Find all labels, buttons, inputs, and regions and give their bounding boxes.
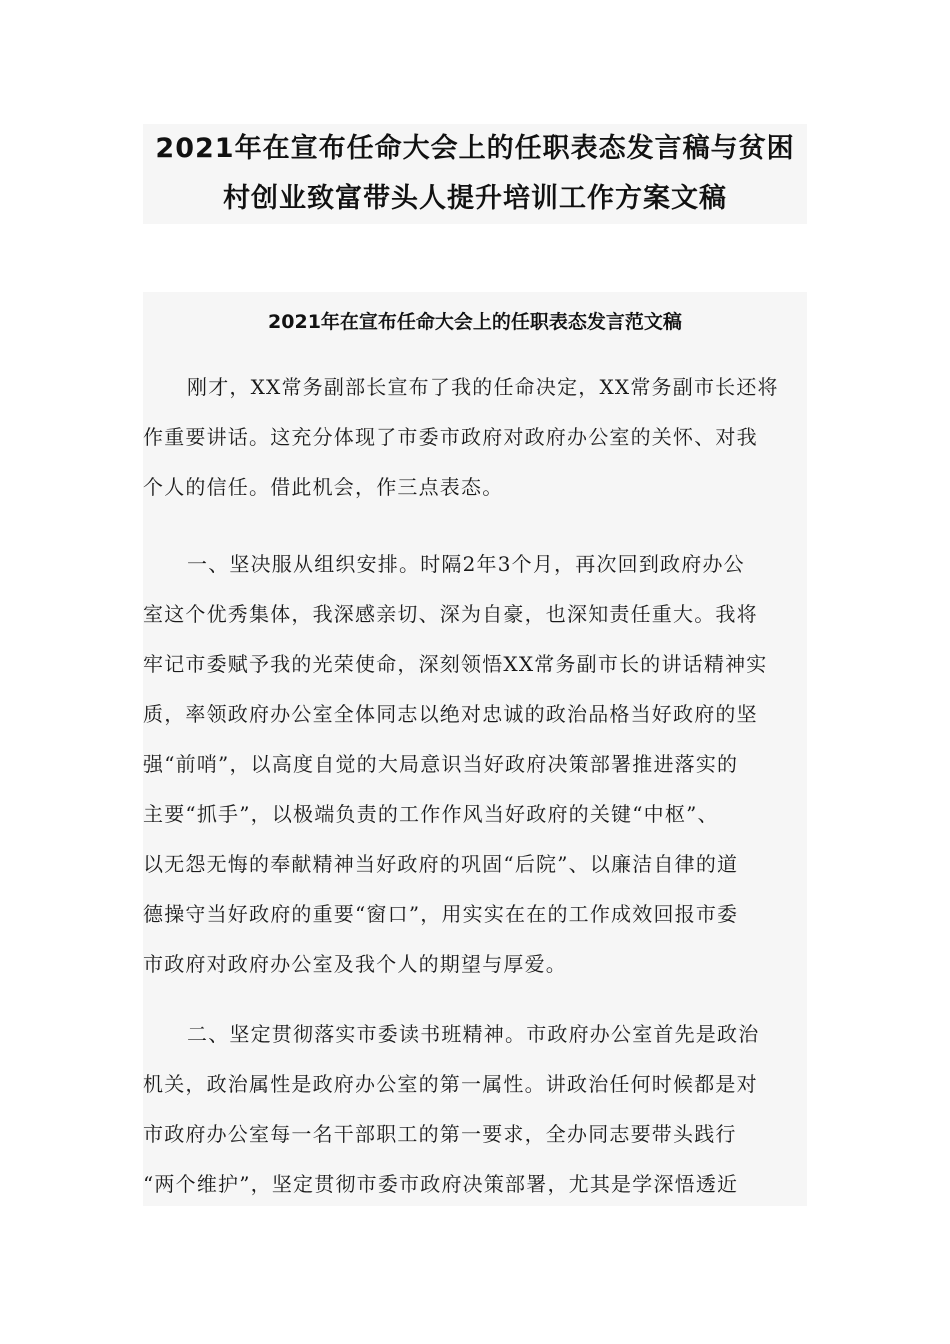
paragraph-line: 德操守当好政府的重要“窗口”，用实实在在的工作成效回报市委 xyxy=(143,902,739,926)
paragraph-line: “两个维护”，坚定贯彻市委市政府决策部署，尤其是学深悟透近 xyxy=(143,1172,739,1196)
paragraph-line: 室这个优秀集体，我深感亲切、深为自豪，也深知责任重大。我将 xyxy=(143,602,758,626)
paragraph-line: 市政府办公室每一名干部职工的第一要求，全办同志要带头践行 xyxy=(143,1122,737,1146)
document-body xyxy=(143,292,807,1206)
document-title xyxy=(143,124,807,224)
paragraph-line: 市政府对政府办公室及我个人的期望与厚爱。 xyxy=(143,952,567,976)
title-line-2: 村创业致富带头人提升培训工作方案文稿 xyxy=(223,183,727,214)
paragraph-line: 个人的信任。借此机会，作三点表态。 xyxy=(143,475,504,499)
paragraph-line: 牢记市委赋予我的光荣使命，深刻领悟XX常务副市长的讲话精神实 xyxy=(143,652,768,676)
paragraph-1 xyxy=(143,362,807,512)
title-line-1: 2021年在宣布任命大会上的任职表态发言稿与贫困 xyxy=(155,133,795,164)
paragraph-line: 强“前哨”，以高度自觉的大局意识当好政府决策部署推进落实的 xyxy=(143,752,739,776)
paragraph-line: 二、坚定贯彻落实市委读书班精神。市政府办公室首先是政治 xyxy=(187,1022,760,1046)
paragraph-line: 刚才，XX常务副部长宣布了我的任命决定，XX常务副市长还将 xyxy=(187,375,779,399)
paragraph-line: 机关，政治属性是政府办公室的第一属性。讲政治任何时候都是对 xyxy=(143,1072,758,1096)
paragraph-line: 作重要讲话。这充分体现了市委市政府对政府办公室的关怀、对我 xyxy=(143,425,758,449)
section-title: 2021年在宣布任命大会上的任职表态发言范文稿 xyxy=(268,311,682,333)
paragraph-2 xyxy=(143,539,807,989)
paragraph-3 xyxy=(143,1009,807,1209)
paragraph-line: 以无怨无悔的奉献精神当好政府的巩固“后院”、以廉洁自律的道 xyxy=(143,852,739,876)
paragraph-line: 质，率领政府办公室全体同志以绝对忠诚的政治品格当好政府的坚 xyxy=(143,702,758,726)
paragraph-line: 一、坚决服从组织安排。时隔2年3个月，再次回到政府办公 xyxy=(187,552,745,576)
paragraph-line: 主要“抓手”，以极端负责的工作作风当好政府的关键“中枢”、 xyxy=(143,802,719,826)
